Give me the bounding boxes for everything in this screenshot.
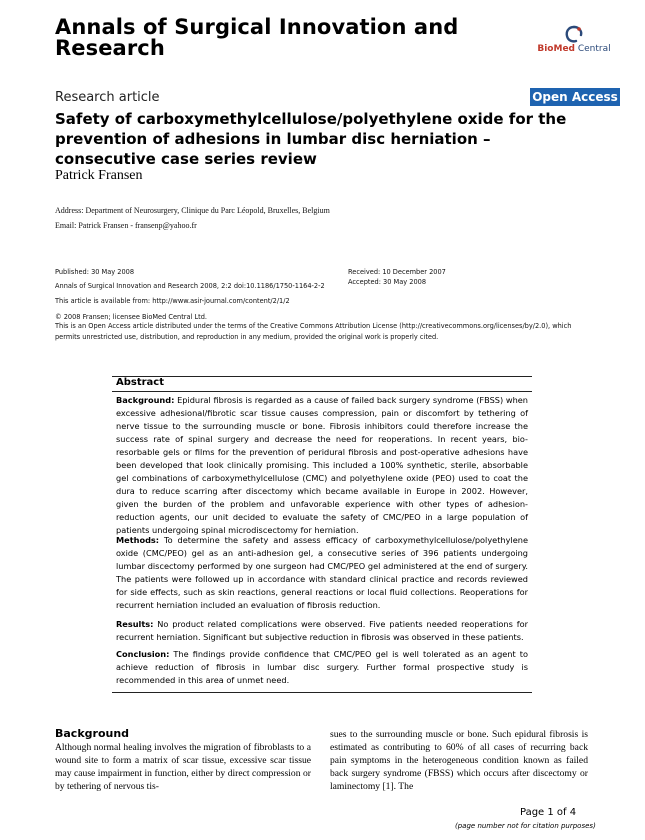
author-email[interactable]: Email: Patrick Fransen - fransenp@yahoo.fr [55,221,197,230]
abstract-results [116,618,528,644]
citation: Annals of Surgical Innovation and Research 2008, 2:2 doi:10.1186/1750-1164-2-2 [55,282,325,290]
abstract-background-label: Background: [116,395,175,405]
abstract-results-text: No product related complications were observed. Five patients needed reoperations for recurrent herniation. Significant but subjective reduction in fibrosis was observed in these patients. [116,619,528,642]
author-address: Address: Department of Neurosurgery, Clinique du Parc Léopold, Bruxelles, Belgium [55,206,330,215]
abstract-results-label: Results: [116,619,154,629]
abstract-background-text: Epidural fibrosis is regarded as a cause of failed back surgery syndrome (FBSS) when excessive adhesional/fibrotic scar tissue causes compression, pain or discomfort by tethering of nerve tissue to the surrounding muscle or bone. Fibrosis inhibitors could therefore increase the success rate of spinal surgery and decrease the need for reoperations. In recent years, bio-resorbable gels or films for the prevention of peridural fibrosis and post-operative adhesions have been developed that look clinically promising. This included a 100% synthetic, sterile, absorbable gel combinations of carboxymethylcellulose (CMC) and polyethylene oxide (PEO) used to coat the dura to reduce scarring after discectomy which became available in Europe in 2002. However, given the burden of the problem and unfavorable experience with other types of adhesion-reduction agents, our unit decided to evaluate the safety of CMC/PEO in a large population of patients undergoing spinal microdiscectomy for herniation. [116,395,528,535]
published-date: Published: 30 May 2008 [55,268,135,276]
abstract-conclusion-text: The findings provide confidence that CMC/PEO gel is well tolerated as an agent to achieve reduction of fibrosis in lumbar disc surgery. Further formal prospective study is recommended in this area of unmet need. [116,649,528,685]
license-statement: This is an Open Access article distributed under the terms of the Creative Commons Attribution License (http://creativecommons.org/licenses/by/2.0), which permits unrestricted use, distribution, and reproduction in any medium, provided the original work is properly cited. [55,322,572,341]
journal-title: Annals of Surgical Innovation and Research [55,15,459,60]
abstract-divider [112,391,532,392]
body-column-right: sues to the surrounding muscle or bone. Such epidural fibrosis is estimated as contributing to 60% of all cases of recurring back pain symptoms in the heterogeneous condition known as failed back surgery syndrome (FBSS) which occurs after discectomy or laminectomy [1]. The [330,729,588,792]
abstract-methods-text: To determine the safety and assess efficacy of carboxymethylcellulose/polyethylene oxide (CMC/PEO) gel as an anti-adhesion gel, a consecutive series of 396 patients undergoing lumbar discectomy performed by one surgeon had CMC/PEO gel administered at the end of surgery. The patients were followed up in accordance with standard clinical practice and records reviewed for side effects, such as skin reactions, general reactions or local fluid collections. Reoperations for recurrent herniation included an evaluation of fibrosis reduction. [116,535,528,610]
received-date: Received: 10 December 2007 [348,268,446,276]
accepted-date: Accepted: 30 May 2008 [348,278,427,286]
body-column-left: Although normal healing involves the migration of fibroblasts to a wound site to form a matrix of scar tissue, excessive scar tissue may cause impairment in function, either by direct compression or by tethering of nervous tis- [55,742,311,792]
biomed-central-logo[interactable] [532,24,616,60]
copyright-notice: © 2008 Fransen; licensee BioMed Central Ltd. [55,313,208,321]
abstract-background [116,394,528,537]
abstract-heading: Abstract [116,377,165,388]
author-name: Patrick Fransen [55,168,143,183]
abstract-methods [116,534,528,612]
abstract-conclusion [116,648,528,687]
biomed-central-logo-text: BioMed Central [537,44,611,54]
biomed-central-logo-icon [563,24,585,44]
page-number-note: (page number not for citation purposes) [455,822,596,830]
article-title: Safety of carboxymethylcellulose/polyethylene oxide for the prevention of adhesions in lumbar disc herniation – consecutive case series review [55,110,567,168]
article-type: Research article [55,90,160,105]
article-url[interactable]: This article is available from: http://www.asir-journal.com/content/2/1/2 [55,297,290,305]
abstract-conclusion-label: Conclusion: [116,649,170,659]
page-number: Page 1 of 4 [520,807,577,818]
background-heading: Background [55,727,130,740]
abstract-methods-label: Methods: [116,535,160,545]
open-access-badge[interactable]: Open Access [530,88,620,106]
